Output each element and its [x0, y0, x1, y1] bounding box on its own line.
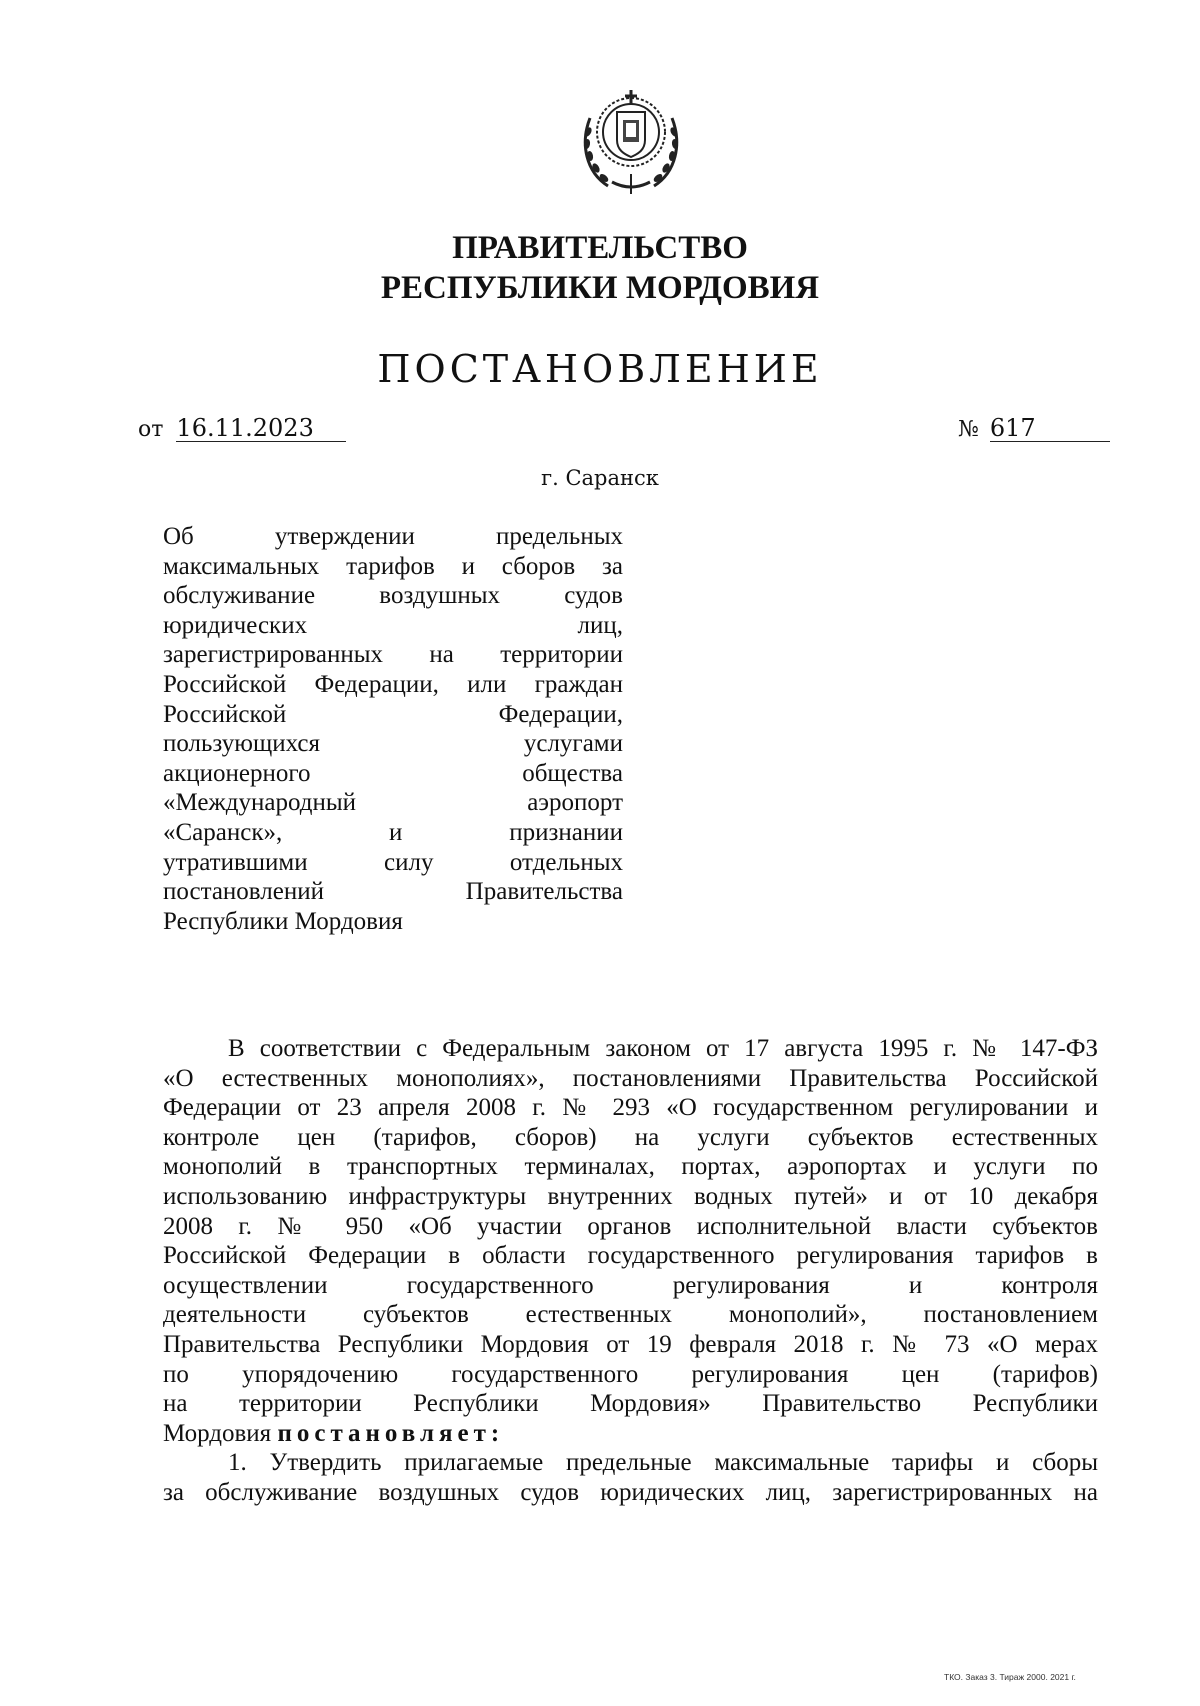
- print-info-footer: ТКО. Заказ 3. Тираж 2000. 2021 г.: [944, 1672, 1076, 1682]
- body-line: 2008 г. № 950 «Об участии органов исполнительной власти субъектов: [163, 1212, 1098, 1240]
- item1-line: за обслуживание воздушных судов юридических лиц, зарегистрированных на: [163, 1478, 1098, 1506]
- body-line: монополий в транспортных терминалах, портах, аэропортах и услуги по: [163, 1153, 1098, 1181]
- body-line: В соответствии с Федеральным законом от 17 августа 1995 г. № 147-ФЗ: [228, 1035, 1098, 1062]
- title-line: Российской Федерации, или граждан: [163, 670, 623, 698]
- number-value: 617: [990, 415, 1110, 442]
- body-line: по упорядочению государственного регулирования цен (тарифов): [163, 1360, 1098, 1388]
- title-line: обслуживание воздушных судов: [163, 582, 623, 610]
- document-title: [163, 522, 623, 936]
- body-line: «О естественных монополиях», постановлениями Правительства Российской: [163, 1064, 1098, 1092]
- coat-of-arms-emblem: [578, 82, 684, 198]
- document-date: [138, 415, 346, 442]
- city: г. Саранск: [541, 466, 659, 490]
- body-line: контроле цен (тарифов, сборов) на услуги субъектов естественных: [163, 1123, 1098, 1151]
- title-line: утратившими силу отдельных: [163, 848, 623, 876]
- organization-name-line2: РЕСПУБЛИКИ МОРДОВИЯ: [380, 270, 820, 306]
- title-line: постановлений Правительства: [163, 878, 623, 906]
- body-line: на территории Республики Мордовия» Правительство Республики: [163, 1390, 1098, 1418]
- number-prefix: №: [958, 417, 979, 442]
- item1-line: 1. Утвердить прилагаемые предельные максимальные тарифы и сборы: [228, 1449, 1098, 1477]
- document-type: ПОСТАНОВЛЕНИЕ: [377, 347, 823, 391]
- body-line: Правительства Республики Мордовия от 19 февраля 2018 г. № 73 «О мерах: [163, 1330, 1098, 1358]
- organization-name-line1: ПРАВИТЕЛЬСТВО: [452, 230, 748, 266]
- decree-line: [163, 1419, 1098, 1449]
- body-line: осуществлении государственного регулирования и контроля: [163, 1271, 1098, 1299]
- document-body: [163, 1034, 1098, 1508]
- title-line: «Международный аэропорт: [163, 789, 623, 817]
- title-line: пользующихся услугами: [163, 730, 623, 758]
- title-line: Республики Мордовия: [163, 907, 403, 935]
- title-line: Российской Федерации,: [163, 700, 623, 728]
- body-line: деятельности субъектов естественных монополий», постановлением: [163, 1301, 1098, 1329]
- body-line: Российской Федерации в области государственного регулирования тарифов в: [163, 1242, 1098, 1270]
- title-line: Об утверждении предельных: [163, 523, 623, 550]
- decree-prefix: Мордовия: [163, 1419, 272, 1447]
- date-value: 16.11.2023: [176, 415, 346, 442]
- body-line: использованию инфраструктуры внутренних водных путей» и от 10 декабря: [163, 1182, 1098, 1210]
- title-line: максимальных тарифов и сборов за: [163, 552, 623, 580]
- title-line: юридических лиц,: [163, 611, 623, 639]
- decree-word: постановляет:: [277, 1419, 505, 1447]
- body-line: Федерации от 23 апреля 2008 г. № 293 «О государственном регулировании и: [163, 1094, 1098, 1122]
- document-number: [958, 415, 1110, 442]
- title-line: акционерного общества: [163, 759, 623, 787]
- title-line: «Саранск», и признании: [163, 818, 623, 846]
- date-prefix: от: [138, 417, 164, 442]
- title-line: зарегистрированных на территории: [163, 641, 623, 669]
